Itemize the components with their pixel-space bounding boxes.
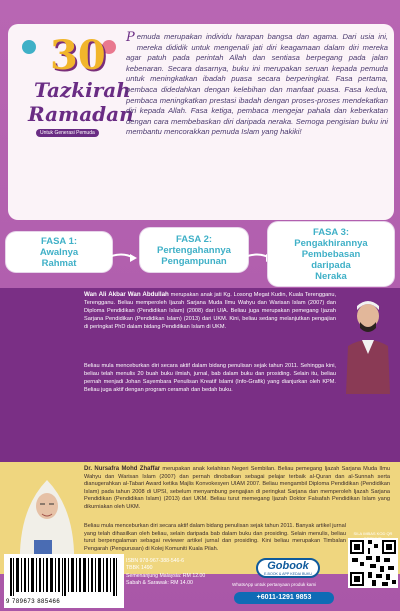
fasa-1-line: Rahmat [41, 257, 77, 269]
logo-subtitle: Untuk Generasi Pemuda [36, 129, 99, 137]
intro-body: emuda merupakan individu harapan bangsa dan agama. Dari usia ini, mereka dididik untuk mengenali jati diri keagamaan dalam diri mereka agar patuh pada perintah Allah dan sentiasa berpegang pada jalan kebenaran. Secara dasarnya, buku ini merupakan seruan kepada pemuda untuk meningkatkan ibadah puasa secara berperingkat. Fasa pertama, pembaca didedahkan dengan kelebihan dan manfaat puasa. Fasa kedua, pembaca meningkatkan prestasi ibadah dengan proses-proses mendekatkan diri kepada Allah. Fasa ketiga, pembaca mengejar pahala dan keberkatan dengan cara membebaskan diri daripada neraka. Semoga pengisian buku ini membantu mencorakkan pemuda Islam yang hakiki! [126, 32, 388, 137]
author-2-photo [14, 470, 80, 566]
author-bio-1-text [84, 291, 336, 331]
fasa-3-title: FASA 3: [312, 226, 350, 238]
logo-number: 30 [50, 32, 106, 79]
fasa-3-line: Pembebasan [301, 248, 361, 260]
author-1-bio-para1: merupakan anak jati Kg. Losong Megat Kudin, Kuala Terengganu, Terengganu. Beliau memperoleh Ijazah Sarjana Muda Ilmu Wahyu dan Warisan Islam (2007) dan Diploma Pendidikan (Pendidikan Islam) (2008) dari UIA. Beliau juga merupakan pemegang Ijazah Sarjana Pendidikan (Pendidikan Islam) (2013) dari UKM. Kini, beliau sedang melanjutkan pengajian di peringkat PhD dalam bidang Pendidikan Islam di UKM. [84, 292, 336, 330]
fasa-3-card [268, 222, 394, 286]
fasa-1-card [6, 232, 112, 272]
fasa-2-card [140, 228, 248, 272]
fasa-1-title: FASA 1: [40, 235, 78, 247]
author-1-bio-para2: Beliau mula menceburkan diri secara aktif dalam bidang penulisan sejak tahun 2011. Sehingga kini, beliau telah menulis 20 buah buku ilmiah, jurnal, bab dalam buku dan prosiding. Selain itu, beliau pernah menjadi Johan Sayembara Penulisan Kreatif Islami (Info-Grafik) yang dianjurkan oleh KPM. Beliau juga aktif dengan program ceramah dan bedah buku. [84, 363, 336, 393]
gobook-name: Gobook [267, 560, 309, 572]
gobook-tagline: E-BOOK & APP KEDAI BUKU [263, 572, 313, 576]
fasa-3-line: Pengakhirannya [294, 237, 368, 249]
intro-paragraph [126, 32, 388, 138]
fasa-2-title: FASA 2: [175, 233, 213, 245]
author-2-name: Dr. Nursafra Mohd Zhaffar [84, 466, 161, 472]
gobook-logo [256, 558, 320, 578]
logo-title-line1: Tazkirah [34, 78, 131, 102]
isbn-line: Semenanjung Malaysia: RM 12.00 [126, 572, 206, 579]
author-1-name: Wan Ali Akbar Wan Abdullah [84, 291, 169, 298]
barcode-number: 9 789673 885466 [6, 599, 61, 605]
author-bio-2-text [84, 466, 390, 512]
isbn-line: ISBN 978-967-388-546-6 [126, 558, 184, 564]
author-1-photo [342, 294, 394, 394]
isbn-price-block [126, 558, 214, 588]
qr-code-icon [348, 538, 398, 588]
author-2-bio-para1: merupakan anak kelahiran Negeri Sembilan. Beliau pemegang Ijazah Sarjana Muda Ilmu Wahyu dan Warisan Islam (2007) dan pernah dinobatkan sebagai pelajar terbaik al-Quran dan al-Sunnah serta dianugerahkan al-Tabari Award ketika Majlis Konvokesyen UIAM 2007. Beliau mengambil Diploma Pendidikan (Pendidikan Islam) pada tahun 2008 di UPSI, sebelum menyambung pengajian di peringkat Sarjana dan memperoleh Ijazah Sarjana Pendidikan (Pendidikan Islam) (2013) dari UKM. Beliau turut memegang Ijazah Doktor Falsafah Pendidikan Islam yang dikurniakan oleh UKM. [84, 466, 391, 510]
whatsapp-note: WhatsApp untuk pertanyaan produk kami [232, 582, 317, 587]
arrow-right-icon [104, 251, 140, 265]
intro-card [8, 24, 394, 220]
isbn-line: Sabah & Sarawak: RM 14.00 [126, 580, 193, 587]
author-2-bio-para2: Beliau mula menceburkan diri secara aktif dalam bidang penulisan sejak tahun 2011. Banyak artikel jurnal yang telah dihasilkan oleh beliau, selain daripada bab dalam buku dan prosiding. Selain menulis, beliau turut berpengalaman sebagai reviewer artikel jurnal dan prosiding. Kini beliau merupakan Timbalan Pengarah (Pengurusan) di Kolej Komuniti Kuala Pilah. [84, 523, 346, 552]
logo-title-line2: Ramadan [28, 102, 134, 126]
fasa-1-line: Awalnya [39, 246, 79, 258]
fasa-3-line: Neraka [315, 270, 347, 282]
isbn-line: TBBK 1490 [126, 565, 153, 572]
whatsapp-phone [234, 592, 334, 604]
drop-cap: P [126, 30, 135, 45]
barcode-bars-icon [4, 554, 124, 598]
fasa-2-line: Pertengahannya [157, 244, 231, 256]
qr-label: SILA IMBAS KOD QR [353, 531, 393, 536]
kid-figure-icon [22, 40, 36, 54]
fasa-2-line: Pengampunan [161, 255, 227, 267]
phone-number: +6011-1291 9853 [256, 594, 312, 601]
fasa-3-line: daripada [311, 259, 351, 271]
book-logo [18, 32, 134, 150]
